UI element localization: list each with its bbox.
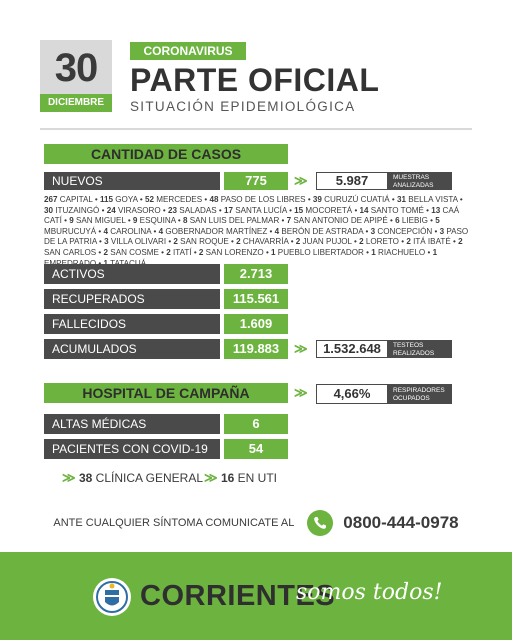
city-case-item: 3 PASO DE LA PATRIA	[44, 226, 469, 247]
clinica-label: CLÍNICA GENERAL	[95, 471, 204, 485]
city-case-count: 48	[209, 195, 219, 204]
city-case-count: 5	[435, 216, 440, 226]
city-case-item: 4 GOBERNADOR MARTÍNEZ	[158, 226, 268, 236]
hospital-stat-label: PACIENTES CON COVID-19	[44, 439, 220, 459]
chevron-double-right-icon: ≫	[62, 470, 76, 485]
chevron-double-right-icon: ≫	[294, 341, 308, 356]
city-case-item: 2 ITÁ IBATÉ	[406, 237, 451, 247]
city-case-item: 2 SAN ROQUE	[173, 237, 229, 247]
city-case-count: 6	[395, 216, 400, 226]
city-case-item: 30 ITUZAINGÓ	[44, 205, 100, 215]
nuevos-value: 775	[224, 172, 288, 190]
city-case-count: 1	[432, 247, 438, 257]
coronavirus-tag: CORONAVIRUS	[130, 42, 246, 60]
city-case-item: 24 VIRASORO	[106, 205, 161, 215]
brand-slogan: somos todos!	[296, 580, 443, 605]
phone-icon	[307, 510, 333, 536]
cases-by-city-list: 267 CAPITAL • 115 GOYA • 52 MERCEDES • 48 PASO DE LOS LIBRES • 39 CURUZÚ CUATIÁ • 31 BELLA VISTA • 30 ITUZAINGÓ • 24 VIRASORO • 23 SALADAS • 17 SANTA LUCÍA • 15 MOCORETÁ • 14 SANTO TOMÉ • 13 CAÁ CATÍ • 9 SAN MIGUEL • 9 ESQUINA • 8 SAN LUIS DEL PALMAR • 7 SAN ANTONIO DE APIPÉ • 6 LIEBIG • 5 MBURUCUYÁ • 4 CAROLINA • 4 GOBERNADOR MARTÍNEZ • 4 BERÓN DE ASTRADA • 3 CONCEPCIÓN • 3 PASO DE LA PATRIA • 3 VILLA OLIVARI • 2 SAN ROQUE • 2 CHAVARRÍA • 2 JUAN PUJOL • 2 LORETO • 2 ITÁ IBATÉ • 2 SAN CARLOS • 2 SAN COSME • 2 ITATÍ • 2 SAN LORENZO • 1 PUEBLO LIBERTADOR • 1 RIACHUELO • 1	[44, 195, 470, 269]
city-case-item: 14 SANTO TOMÉ	[359, 205, 424, 215]
chevron-double-right-icon: ≫	[294, 173, 308, 188]
city-case-item: 17 SANTA LUCÍA	[223, 205, 287, 215]
hospital-stat-value: 54	[224, 439, 288, 459]
hospital-section-heading: HOSPITAL DE CAMPAÑA	[44, 383, 288, 403]
hospital-stat-label: ALTAS MÉDICAS	[44, 414, 220, 434]
city-case-item: 9 SAN MIGUEL	[69, 216, 126, 226]
city-case-item: 39 CURUZÚ CUATIÁ	[312, 195, 390, 204]
city-case-count: 4	[158, 226, 164, 236]
uti-value: 16	[220, 471, 235, 485]
city-case-count: 9	[69, 216, 74, 226]
city-case-count: 1	[271, 247, 276, 257]
cases-stat-value: 119.883	[224, 339, 288, 359]
city-case-item: 2 SAN CARLOS	[44, 237, 463, 257]
city-case-count: 30	[44, 205, 54, 215]
respiradores-label: RESPIRADORES OCUPADOS	[388, 384, 452, 404]
date-month: DICIEMBRE	[40, 94, 112, 112]
city-case-count: 1	[371, 247, 376, 257]
contact-line	[0, 510, 512, 536]
city-case-item: 2 CHAVARRÍA	[236, 237, 289, 247]
city-case-item: 115 GOYA	[99, 195, 138, 204]
city-case-count: 267	[44, 195, 58, 204]
muestras-value: 5.987	[316, 172, 388, 190]
city-case-count: 3	[370, 226, 376, 236]
city-case-count: 4	[274, 226, 280, 236]
city-case-item: 2 ITATÍ	[166, 247, 192, 257]
city-case-item: 15 MOCORETÁ	[294, 205, 353, 215]
city-case-count: 3	[439, 226, 445, 236]
city-case-count: 3	[104, 237, 109, 247]
city-case-count: 2	[458, 237, 463, 247]
city-case-count: 15	[294, 205, 304, 215]
city-case-item: 3 VILLA OLIVARI	[104, 237, 167, 247]
city-case-count: 14	[359, 205, 369, 215]
city-case-item: 2 SAN COSME	[103, 247, 159, 257]
chevron-double-right-icon: ≫	[204, 470, 218, 485]
city-case-item: 9 ESQUINA	[132, 216, 176, 226]
city-case-count: 13	[431, 205, 441, 215]
page-title: PARTE OFICIAL	[130, 62, 380, 98]
city-case-count: 9	[132, 216, 138, 226]
cases-stat-label: ACTIVOS	[44, 264, 220, 284]
clinica-general-stat	[62, 470, 203, 486]
city-case-item: 5 MBURUCUYÁ	[44, 216, 440, 236]
header-divider	[40, 128, 472, 130]
city-case-count: 2	[198, 247, 204, 257]
city-case-count: 24	[106, 205, 116, 215]
city-case-item: 1 PUEBLO LIBERTADOR	[271, 247, 364, 257]
date-badge	[40, 40, 112, 112]
city-case-count: 17	[223, 205, 233, 215]
city-case-count: 52	[144, 195, 154, 204]
city-case-count: 2	[173, 237, 178, 247]
city-case-count: 115	[99, 195, 114, 204]
city-case-count: 2	[103, 247, 109, 257]
phone-number[interactable]: 0800-444-0978	[343, 513, 459, 532]
provincial-shield-icon	[92, 574, 132, 620]
city-case-item: 4 CAROLINA	[103, 226, 152, 236]
city-case-item: 2 LORETO	[359, 237, 399, 247]
city-case-count: 2	[359, 237, 364, 247]
city-case-item: 1 RIACHUELO	[371, 247, 426, 257]
city-case-item: 6 LIEBIG	[395, 216, 428, 226]
city-case-count: 2	[236, 237, 241, 247]
contact-text: ANTE CUALQUIER SÍNTOMA COMUNICATE AL	[53, 517, 295, 529]
city-case-item: 23 SALADAS	[168, 205, 217, 215]
muestras-label: MUESTRAS ANALIZADAS	[388, 172, 452, 190]
testeos-value: 1.532.648	[316, 340, 388, 358]
cases-stat-label: RECUPERADOS	[44, 289, 220, 309]
city-case-count: 2	[166, 247, 171, 257]
city-case-item: 52 MERCEDES	[144, 195, 203, 204]
city-case-count: 8	[183, 216, 188, 226]
clinica-value: 38	[78, 471, 93, 485]
cases-stat-label: ACUMULADOS	[44, 339, 220, 359]
cases-stat-value: 115.561	[224, 289, 288, 309]
cases-section-heading: CANTIDAD DE CASOS	[44, 144, 288, 164]
city-case-item: 2 SAN LORENZO	[198, 247, 264, 257]
city-case-count: 4	[103, 226, 109, 236]
respiradores-value: 4,66%	[316, 384, 388, 404]
nuevos-label: NUEVOS	[44, 172, 220, 190]
city-case-count: 2	[406, 237, 411, 247]
testeos-label: TESTEOS REALIZADOS	[388, 340, 452, 358]
city-case-count: 23	[168, 205, 178, 215]
hospital-stat-value: 6	[224, 414, 288, 434]
city-case-item: 7 SAN ANTONIO DE APIPÉ	[286, 216, 388, 226]
cases-stat-value: 1.609	[224, 314, 288, 334]
city-case-item: 4 BERÓN DE ASTRADA	[274, 226, 364, 236]
date-day: 30	[54, 46, 98, 90]
city-case-item: 2 JUAN PUJOL	[295, 237, 352, 247]
city-case-item: 13 CAÁ CATÍ	[44, 205, 460, 226]
uti-label: EN UTI	[237, 471, 277, 485]
page-subtitle: SITUACIÓN EPIDEMIOLÓGICA	[130, 99, 356, 114]
city-case-item: 8 SAN LUIS DEL PALMAR	[183, 216, 280, 226]
city-case-item: 48 PASO DE LOS LIBRES	[209, 195, 306, 204]
uti-stat	[204, 470, 277, 486]
city-case-count: 2	[295, 237, 301, 247]
brand-wordmark: CORRIENTES	[140, 580, 336, 612]
cases-stat-label: FALLECIDOS	[44, 314, 220, 334]
city-case-item: 31 BELLA VISTA	[397, 195, 458, 204]
chevron-double-right-icon: ≫	[294, 385, 308, 400]
city-case-count: 7	[286, 216, 292, 226]
cases-stat-value: 2.713	[224, 264, 288, 284]
city-case-item: 3 CONCEPCIÓN	[370, 226, 433, 236]
city-case-count: 31	[397, 195, 407, 204]
city-case-item: 267 CAPITAL	[44, 195, 93, 204]
city-case-count: 39	[312, 195, 322, 204]
